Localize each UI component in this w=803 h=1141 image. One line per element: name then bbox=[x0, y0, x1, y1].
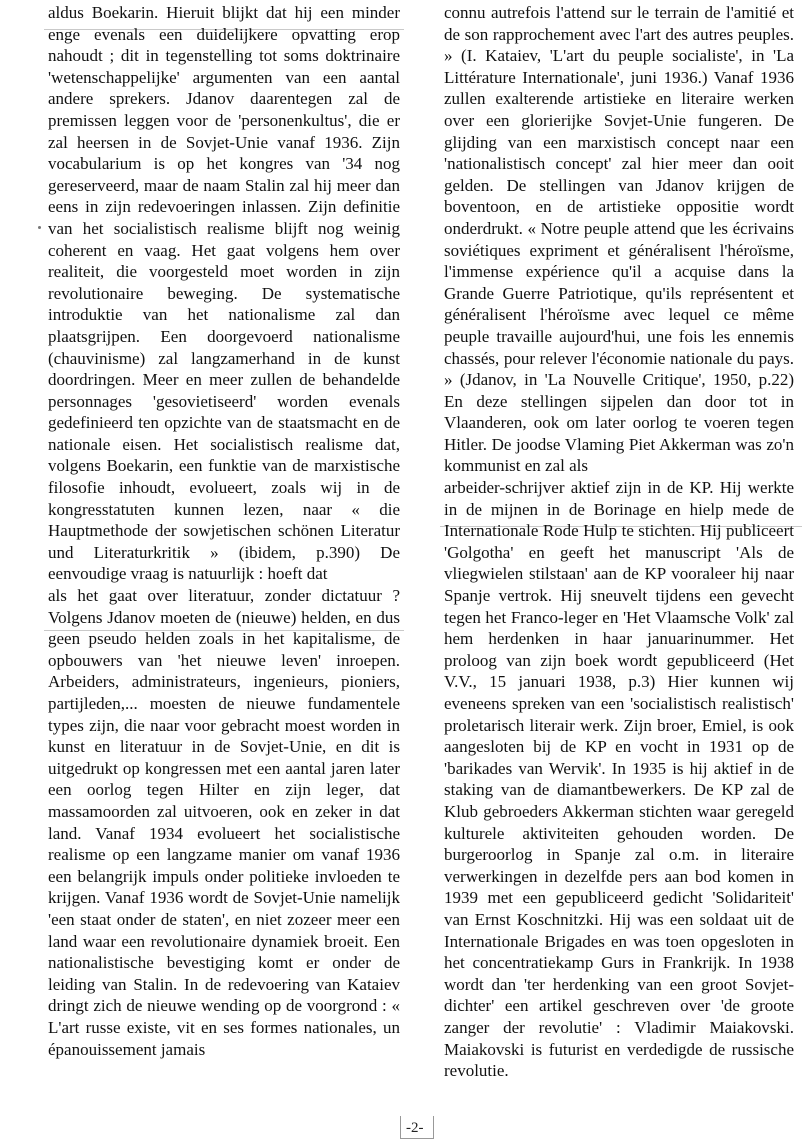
left-column bbox=[48, 2, 400, 1060]
left-paragraph-1: aldus Boekarin. Hieruit blijkt dat hij een minder enge evenals een duidelijkere opvatting erop nahoudt ; dit in tegenstelling tot soms doktrinaire 'wetenschappelijke' argumenten van een aantal andere sprekers. Jdanov daarentegen zal de premissen leggen voor de 'personenkultus', die er zal heersen in de Sovjet-Unie vanaf 1936. Zijn vocabularium is op het kongres van '34 nog gereserveerd, maar de naam Stalin zal hij meer dan eens in zijn redevoeringen inlassen. Zijn definitie van het socialistisch realisme blijft nog weinig coherent en vaag. Het gaat volgens hem over realiteit, die voorgesteld moet worden in zijn revolutionaire beweging. De systematische introduktie van het nationalisme zal dan plaatsgrijpen. Een doorgevoerd nationalisme (chauvinisme) zal langzamerhand in de kunst doordringen. Meer en meer zullen de behandelde personnages 'gesovietiseerd' worden evenals gedefinieerd ten opzichte van de staatsmacht en de nationale eisen. Het socialistisch realisme dat, volgens Boekarin, een funktie van de marxistische filosofie inhoudt, evolueert, zoals wij in de kongresstatuten kunnen lezen, naar « die Hauptmethode der sowjetischen schönen Literatur und Literaturkritik » (ibidem, p.390) De eenvoudige vraag is natuurlijk : hoeft dat bbox=[48, 3, 400, 584]
right-paragraph-2: arbeider-schrijver aktief zijn in de KP. Hij werkte in de mijnen in de Borinage en hielp mede de Internationale Rode Hulp te stichten. Hij publiceert 'Golgotha' en geeft het manuscript 'Als de vliegwielen stilstaan' aan de KP vooraleer hij naar Spanje vertrok. Hij sneuvelt tijdens een gevecht tegen het Franco-leger en 'Het Vlaamsche Volk' zal hem herdenken in haar januarinummer. Het proloog van zijn boek wordt gepubliceerd (Het V.V., 15 januari 1938, p.3) Hier kunnen wij eveneens spreken van een 'socialistisch realistisch' proletarisch literair werk. Zijn broer, Emiel, is ook aangesloten bij de KP en vocht in 1931 op de 'barikades van Wervik'. In 1935 is hij aktief in de staking van de diamantbewerkers. De KP zal de Klub gebroeders Akkerman stichten waar geregeld kulturele aktiviteiten gehouden worden. De burgeroorlog in Spanje zal o.m. in literaire verwerkingen in dezelfde pers aan bod komen in 1939 met een gepubliceerd gedicht 'Solidariteit' van Ernst Koschnitzki. Hij was een soldaat uit de Internationale Brigades en was toen opgesloten in het concentratiekamp Gurs in Frankrijk. In 1938 wordt dan 'ter herdenking van een groot Sovjet-dichter' een artikel geschreven over 'de groote zanger der revolutie' : Vladimir Maiakovski. Maiakovski is futurist en verdedigde de russische revolutie. bbox=[444, 478, 794, 1081]
scan-speck bbox=[38, 226, 41, 229]
right-column bbox=[444, 2, 794, 1082]
page-number: -2- bbox=[406, 1120, 424, 1136]
left-paragraph-2: als het gaat over literatuur, zonder dictatuur ? Volgens Jdanov moeten de (nieuwe) helden, en dus geen pseudo helden zoals in het kapitalisme, de opbouwers van 'het nieuwe leven' inroepen. Arbeiders, administrateurs, ingenieurs, pioniers, partijleden,... moesten de nieuwe fundamentele types zijn, die naar voor gebracht moest worden in kunst en literatuur in de Sovjet-Unie, en dit is uitgedrukt op kongressen met een aantal jaren later een oorlog tegen Hilter en zijn leger, dat massamoorden zal uitvoeren, ook en zeker in dat land. Vanaf 1934 evolueert het socialistische realisme op een langzame manier om vanaf 1936 een belangrijk impuls onder politieke invloeden te krijgen. Vanaf 1936 wordt de Sovjet-Unie namelijk 'een staat onder de staten', en niet zozeer meer een land waar een revolutionaire dynamiek broeit. Een nationalistische bevestiging komt er onder de leiding van Stalin. In de redevoering van Kataiev dringt zich de nieuwe wending op de voorgrond : « L'art russe existe, vit en ses formes nationales, un épanouissement jamais bbox=[48, 586, 400, 1059]
right-paragraph-1: connu autrefois l'attend sur le terrain de l'amitié et de son rapprochement avec l'art des autres peuples. » (I. Kataiev, 'L'art du peuple socialiste', in 'La Littérature Internationale', juni 1936.) Vanaf 1936 zullen exalterende artistieke en literaire werken over een glorierijke Sovjet-Unie fungeren. De glijding van een marxistisch concept naar een 'nationalistisch concept' zal hier meer dan ooit gelden. De stellingen van Jdanov krijgen de boventoon, en de artistieke oppositie wordt onderdrukt. « Notre peuple attend que les écrivains soviétiques expriment et généralisent l'héroïsme, l'immense expérience qu'il a acquise dans la Grande Guerre Patriotique, qu'ils représentent et généralisent l'héroïsme avec lequel ce même peuple travaille aujourd'hui, une fois les ennemis chassés, pour relever l'économie nationale du pays. » (Jdanov, in 'La Nouvelle Critique', 1950, p.22) En deze stellingen sijpelen dan door tot in Vlaanderen, ook om later oorlog te voeren tegen Hitler. De joodse Vlaming Piet Akkerman was zo'n kommunist en zal als bbox=[444, 3, 794, 476]
